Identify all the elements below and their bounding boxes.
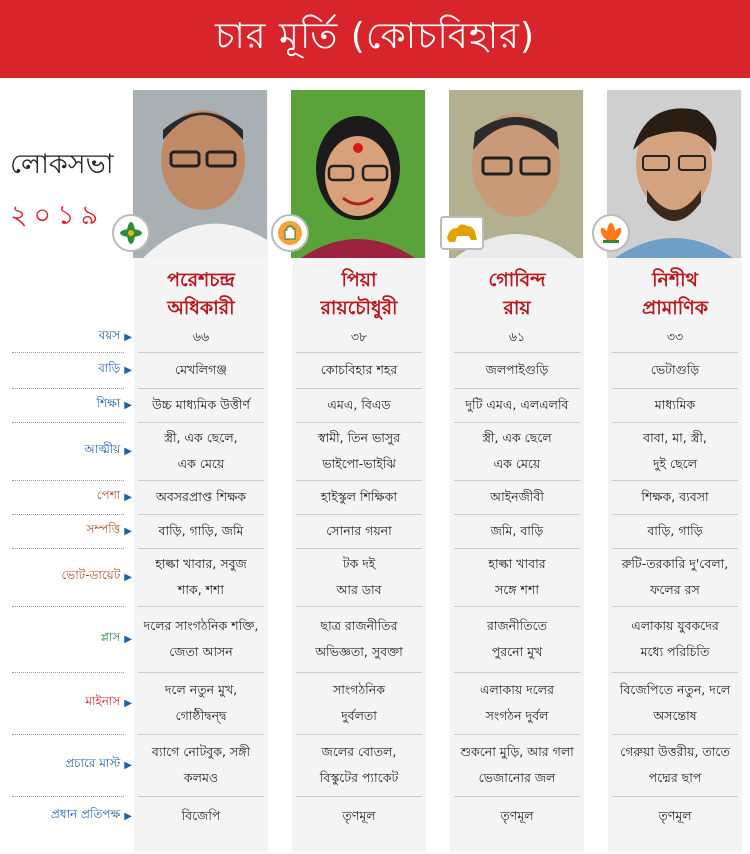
- candidate-name-line1: পিয়া: [341, 269, 377, 291]
- cell-divider: [454, 796, 580, 797]
- table-cell: [452, 392, 582, 418]
- cell-line: এক মেয়ে: [177, 456, 225, 471]
- cell-line: আইনজীবী: [490, 489, 544, 504]
- row-label-text: আত্মীয়: [84, 442, 121, 456]
- row-label-text: পেশা: [96, 488, 121, 502]
- cell-divider: [612, 548, 738, 549]
- row-label-text: প্রচারে মাস্ট: [65, 756, 121, 770]
- cell-line: দলের সাংগঠনিক শক্তি,: [143, 618, 259, 633]
- arrow-right-icon: ▶: [124, 445, 132, 457]
- cell-divider: [612, 480, 738, 481]
- row-label-text: বয়স: [98, 328, 121, 342]
- arrow-right-icon: ▶: [124, 633, 132, 645]
- cell-line: শিক্ষক, ব্যবসা: [641, 489, 709, 504]
- cell-divider: [454, 672, 580, 673]
- cell-divider: [454, 734, 580, 735]
- arrow-right-icon: ▶: [124, 571, 132, 583]
- cell-line: অসন্তোষ: [653, 708, 697, 723]
- cell-line: হাল্কা খাবার, সবুজ: [155, 556, 247, 571]
- cell-line: বাড়ি, গাড়ি, জমি: [158, 523, 244, 538]
- tmc-flower-icon: [112, 214, 150, 252]
- table-cell: [294, 425, 424, 477]
- candidate-name: [442, 266, 592, 322]
- arrow-right-icon: ▶: [124, 697, 132, 709]
- table-cell: [294, 551, 424, 603]
- table-cell: [610, 324, 740, 350]
- cell-line: এক মেয়ে: [493, 456, 541, 471]
- table-cell: [452, 425, 582, 477]
- cell-line: দুটি এমএ, এলএলবি: [465, 397, 569, 412]
- election-label: [10, 144, 128, 240]
- cell-divider: [138, 606, 264, 607]
- cell-line: তৃণমূল: [500, 808, 534, 823]
- table-cell: [452, 518, 582, 544]
- cell-divider: [612, 422, 738, 423]
- cell-line: পদ্মের ছাপ: [648, 770, 702, 785]
- arrow-right-icon: ▶: [124, 810, 132, 822]
- cell-line: বাবা, মা, স্ত্রী,: [643, 430, 707, 445]
- cell-line: সংগঠন দুর্বল: [485, 708, 549, 723]
- table-cell: [610, 484, 740, 510]
- cell-line: জেতা আসন: [169, 644, 233, 659]
- table-cell: [610, 425, 740, 477]
- candidate-name: [600, 266, 750, 322]
- cell-line: কলমও: [183, 770, 219, 785]
- page-title: চার মূর্তি (কোচবিহার): [214, 16, 536, 57]
- cell-divider: [454, 422, 580, 423]
- cell-line: গোষ্ঠীদ্বন্দ্ব: [175, 708, 227, 723]
- table-cell: [610, 803, 740, 829]
- cell-line: শুকনো মুড়ি, আর গলা: [460, 744, 574, 759]
- candidate-name: [126, 266, 276, 322]
- cell-line: স্বামী, তিন ভাসুর: [317, 430, 401, 445]
- cell-divider: [138, 672, 264, 673]
- row-label-text: শিক্ষা: [96, 396, 121, 410]
- cell-line: ৬৬: [192, 329, 210, 344]
- cell-line: বিজেপি: [181, 808, 221, 823]
- cell-line: জলের বোতল,: [321, 744, 397, 759]
- table-cell: [136, 324, 266, 350]
- table-cell: [136, 677, 266, 729]
- cell-line: ভেটাগুড়ি: [650, 362, 700, 377]
- cell-line: অভিজ্ঞতা, সুবক্তা: [315, 644, 403, 659]
- bjp-lotus-icon: [592, 214, 630, 252]
- cell-divider: [138, 388, 264, 389]
- cell-divider: [138, 734, 264, 735]
- cell-divider: [296, 548, 422, 549]
- cell-line: ব্যাগে নোটবুক, সঙ্গী: [151, 744, 251, 759]
- cell-line: দুর্বলতা: [341, 708, 377, 723]
- cell-line: কোচবিহার শহর: [320, 362, 398, 377]
- table-cell: [294, 677, 424, 729]
- cell-line: তৃণমূল: [342, 808, 376, 823]
- table-cell: [610, 739, 740, 791]
- candidate-name-line2: রায়চৌধুরী: [320, 297, 398, 319]
- cell-divider: [296, 672, 422, 673]
- table-cell: [136, 613, 266, 665]
- candidate-name-line1: পরেশচন্দ্র: [167, 269, 235, 291]
- cell-line: রাজনীতিতে: [486, 618, 548, 633]
- row-label: [6, 672, 132, 734]
- cell-line: এলাকায় যুবকদের: [631, 618, 719, 633]
- candidate-name: [284, 266, 434, 322]
- candidate-name-line1: নিশীথ: [652, 269, 698, 291]
- cell-line: ফলের রস: [650, 582, 700, 597]
- arrow-right-icon: ▶: [124, 364, 132, 376]
- table-cell: [610, 551, 740, 603]
- cell-line: আর ডাব: [336, 582, 382, 597]
- cell-line: এলাকায় দলের: [480, 682, 554, 697]
- cell-divider: [454, 548, 580, 549]
- cell-divider: [454, 480, 580, 481]
- cell-divider: [296, 422, 422, 423]
- table-cell: [452, 551, 582, 603]
- row-label: [6, 606, 132, 672]
- table-cell: [136, 551, 266, 603]
- congress-hand-icon: [271, 214, 309, 252]
- table-cell: [610, 518, 740, 544]
- cell-divider: [296, 514, 422, 515]
- row-label-text: প্লাস: [100, 630, 121, 644]
- cell-line: রুটি-তরকারি দু'বেলা,: [621, 556, 729, 571]
- cell-line: বাড়ি, গাড়ি: [647, 523, 703, 538]
- cell-line: হাইস্কুল শিক্ষিকা: [320, 489, 398, 504]
- table-cell: [136, 392, 266, 418]
- table-cell: [610, 392, 740, 418]
- table-cell: [610, 357, 740, 383]
- cell-line: মেখলিগঞ্জ: [175, 362, 227, 377]
- election-year: ২০১৯: [10, 200, 105, 231]
- cell-divider: [296, 480, 422, 481]
- election-word: লোকসভা: [10, 149, 114, 180]
- cell-divider: [454, 514, 580, 515]
- row-label: [6, 480, 132, 514]
- candidate-name-line2: প্রামাণিক: [642, 297, 708, 319]
- cell-line: উচ্চ মাধ্যমিক উত্তীর্ণ: [152, 397, 250, 412]
- row-label: [6, 548, 132, 606]
- cell-line: হাল্কা খাবার: [488, 556, 546, 571]
- table-cell: [294, 484, 424, 510]
- row-label-text: সম্পত্তি: [86, 522, 121, 536]
- title-banner: [0, 0, 750, 78]
- cell-line: গেরুয়া উত্তরীয়, তাতে: [620, 744, 730, 759]
- cell-line: টক দই: [342, 556, 376, 571]
- table-cell: [136, 739, 266, 791]
- cell-line: এমএ, বিএড: [327, 397, 391, 412]
- cell-divider: [612, 672, 738, 673]
- cell-line: বিজেপিতে নতুন, দলে: [619, 682, 731, 697]
- table-cell: [610, 613, 740, 665]
- cell-line: অবসরপ্রাপ্ত শিক্ষক: [156, 489, 246, 504]
- cell-divider: [138, 514, 264, 515]
- cell-line: ৩৮: [350, 329, 368, 344]
- row-label: [6, 322, 132, 352]
- candidate-name-line1: গোবিন্দ: [488, 269, 546, 291]
- cell-line: জলপাইগুড়ি: [485, 362, 549, 377]
- cell-line: মধ্যে পরিচিতি: [640, 644, 710, 659]
- table-cell: [452, 803, 582, 829]
- table-cell: [452, 357, 582, 383]
- cell-divider: [296, 606, 422, 607]
- cell-divider: [296, 796, 422, 797]
- table-cell: [294, 392, 424, 418]
- candidate-photo-2: [291, 90, 425, 258]
- cell-divider: [612, 796, 738, 797]
- cell-divider: [138, 422, 264, 423]
- table-cell: [294, 613, 424, 665]
- cell-divider: [612, 352, 738, 353]
- cell-line: ভেজানোর জল: [478, 770, 556, 785]
- cell-divider: [454, 388, 580, 389]
- cell-divider: [296, 734, 422, 735]
- cell-line: শাক, শশা: [177, 582, 225, 597]
- cell-divider: [138, 352, 264, 353]
- cell-line: ৬১: [508, 329, 526, 344]
- cell-divider: [612, 734, 738, 735]
- table-cell: [294, 803, 424, 829]
- row-label-text: ভোট-ডায়েট: [61, 568, 121, 582]
- cell-divider: [296, 352, 422, 353]
- row-label: [6, 514, 132, 548]
- row-label: [6, 734, 132, 796]
- table-cell: [136, 357, 266, 383]
- cell-line: সোনার গয়না: [326, 523, 392, 538]
- table-cell: [452, 613, 582, 665]
- cell-divider: [612, 514, 738, 515]
- cell-divider: [296, 388, 422, 389]
- cell-divider: [138, 548, 264, 549]
- row-label: [6, 352, 132, 388]
- table-cell: [610, 677, 740, 729]
- table-cell: [452, 739, 582, 791]
- row-label-text: মাইনাস: [85, 694, 121, 708]
- row-label-text: প্রধান প্রতিপক্ষ: [50, 807, 121, 821]
- table-cell: [136, 484, 266, 510]
- cell-line: বিস্কুটের প্যাকেট: [319, 770, 399, 785]
- forward-bloc-lion-icon: [440, 216, 484, 250]
- cell-line: স্ত্রী, এক ছেলে: [482, 430, 552, 445]
- cell-line: ৩৩: [666, 329, 684, 344]
- table-cell: [294, 739, 424, 791]
- cell-line: সাংগঠনিক: [333, 682, 385, 697]
- candidate-photo-1: [133, 90, 267, 258]
- table-cell: [452, 324, 582, 350]
- cell-line: ভাইপো-ভাইঝি: [322, 456, 396, 471]
- table-cell: [136, 425, 266, 477]
- cell-line: দলে নতুন মুখ,: [164, 682, 238, 697]
- cell-divider: [138, 796, 264, 797]
- arrow-right-icon: ▶: [124, 331, 132, 343]
- cell-divider: [612, 606, 738, 607]
- cell-line: সঙ্গে শশা: [495, 582, 539, 597]
- table-cell: [294, 357, 424, 383]
- cell-line: ছাত্র রাজনীতির: [320, 618, 398, 633]
- candidate-name-line2: অধিকারী: [167, 297, 235, 319]
- row-label: [6, 388, 132, 422]
- arrow-right-icon: ▶: [124, 525, 132, 537]
- cell-line: জমি, বাড়ি: [490, 523, 544, 538]
- arrow-right-icon: ▶: [124, 759, 132, 771]
- row-label: [6, 422, 132, 480]
- table-cell: [452, 484, 582, 510]
- table-cell: [294, 324, 424, 350]
- row-label-text: বাড়ি: [98, 361, 121, 375]
- arrow-right-icon: ▶: [124, 399, 132, 411]
- cell-line: দুই ছেলে: [652, 456, 698, 471]
- table-cell: [136, 518, 266, 544]
- row-label: [6, 796, 132, 836]
- table-cell: [452, 677, 582, 729]
- cell-line: মাধ্যমিক: [654, 397, 696, 412]
- candidate-name-line2: রায়: [503, 297, 531, 319]
- cell-divider: [138, 480, 264, 481]
- cell-line: তৃণমূল: [658, 808, 692, 823]
- table-cell: [294, 518, 424, 544]
- cell-line: পুরনো মুখ: [491, 644, 543, 659]
- table-cell: [136, 803, 266, 829]
- cell-line: স্ত্রী, এক ছেলে,: [164, 430, 238, 445]
- cell-divider: [612, 388, 738, 389]
- cell-divider: [454, 606, 580, 607]
- arrow-right-icon: ▶: [124, 491, 132, 503]
- cell-divider: [454, 352, 580, 353]
